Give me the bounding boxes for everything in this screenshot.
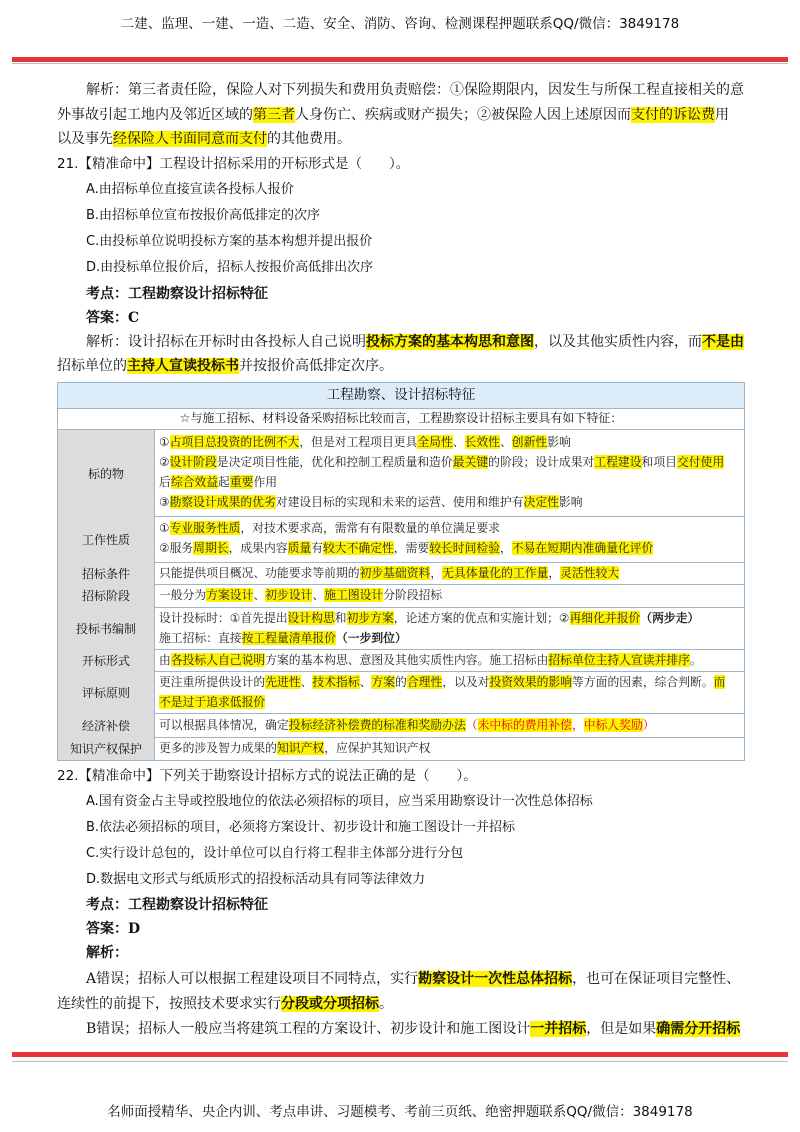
row-label: 投标书编制 xyxy=(57,607,155,649)
table-row-stages xyxy=(57,584,745,608)
q22-explanation-a-1: A错误；招标人可以根据工程建设项目不同特点，实行勘察设计一次性总体招标，也可在保证项目完整性、 xyxy=(86,971,741,987)
q21-option-b: B.由招标单位宣布按报价高低排定的次序 xyxy=(86,208,321,223)
table-row-subject xyxy=(57,430,745,517)
q22-explanation-b-1: B错误；招标人一般应当将建筑工程的方案设计、初步设计和施工图设计一并招标，但是如果确需分开招标 xyxy=(86,1021,741,1037)
row-content: 一般分为方案设计、初步设计、施工图设计分阶段招标 xyxy=(159,588,443,602)
q22-option-c: C.实行设计总包的，设计单位可以自行将工程非主体部分进行分包 xyxy=(86,846,464,861)
q22-kaodian: 考点：工程勘察设计招标特征 xyxy=(86,897,268,913)
header-gray-rule xyxy=(12,63,788,64)
row-label: 开标形式 xyxy=(57,649,155,671)
page-header: 二建、监理、一建、一造、二造、安全、消防、咨询、检测课程押题联系QQ/微信：3849178 xyxy=(120,16,680,32)
table-row-opening-form xyxy=(57,649,745,672)
row-label: 招标条件 xyxy=(57,562,155,584)
q21-option-a: A.由招标单位直接宣读各投标人报价 xyxy=(86,182,294,197)
table-subtitle: ☆与施工招标、材料设备采购招标比较而言，工程勘察设计招标主要具有如下特征： xyxy=(57,408,745,430)
table-row-compensation xyxy=(57,713,745,738)
footer-gray-rule xyxy=(12,1061,788,1062)
table-title: 工程勘察、设计招标特征 xyxy=(57,382,745,409)
row-content: ①占项目总投资的比例不大，但是对工程项目更具全局性、长效性、创新性影响 ②设计阶段是决定项目性能，优化和控制工程质量和造价最关键的阶段；设计成果对工程建设和项目交付使用 后综合效益起重要作用 ③勘察设计成果的优劣对建设目标的实现和未来的运营、使用和维护有决定性影响 xyxy=(159,435,725,509)
q21-answer: 答案：C xyxy=(86,310,140,326)
table-row-bid-preparation xyxy=(57,607,745,650)
footer-red-rule xyxy=(12,1052,788,1057)
row-content: 更多的涉及智力成果的知识产权，应保护其知识产权 xyxy=(159,741,431,755)
row-label: 招标阶段 xyxy=(57,584,155,607)
table-row-evaluation xyxy=(57,671,745,714)
intro-line-3: 以及事先经保险人书面同意而支付的其他费用。 xyxy=(57,131,351,147)
q22-option-a: A.国有资金占主导或控股地位的依法必须招标的项目，应当采用勘察设计一次性总体招标 xyxy=(86,794,593,809)
row-label: 工作性质 xyxy=(57,516,155,562)
q22-stem: 22.【精准命中】下列关于勘察设计招标方式的说法正确的是（ ）。 xyxy=(57,768,477,784)
page-footer: 名师面授精华、央企内训、考点串讲、习题模考、考前三页纸、绝密押题联系QQ/微信：3849178 xyxy=(107,1104,693,1120)
row-label: 经济补偿 xyxy=(57,713,155,737)
row-content: ①专业服务性质，对技术要求高，需常有有限数量的单位满足要求 ②服务周期长，成果内容质量有较大不确定性，需要较长时间检验，不易在短期内准确量化评价 xyxy=(159,521,654,555)
q22-option-b: B.依法必须招标的项目，必须将方案设计、初步设计和施工图设计一并招标 xyxy=(86,820,516,835)
feature-table xyxy=(57,382,745,764)
row-label: 评标原则 xyxy=(57,671,155,713)
intro-line-2: 外事故引起工地内及邻近区域的第三者人身伤亡、疾病或财产损失；②被保险人因上述原因而支付的诉讼费用 xyxy=(57,107,729,123)
q22-option-d: D.数据电文形式与纸质形式的招投标活动具有同等法律效力 xyxy=(86,872,426,887)
table-row-work-nature xyxy=(57,516,745,563)
q21-stem: 21.【精准命中】工程设计招标采用的开标形式是（ ）。 xyxy=(57,156,410,172)
q21-explanation-2: 招标单位的主持人宣读投标书并按报价高低排定次序。 xyxy=(57,358,393,374)
q21-kaodian: 考点：工程勘察设计招标特征 xyxy=(86,286,268,302)
row-content: 只能提供项目概况、功能要求等前期的初步基础资料，无具体量化的工作量，灵活性较大 xyxy=(159,566,620,580)
row-content: 由各投标人自己说明方案的基本构思、意图及其他实质性内容。施工招标由招标单位主持人宣读并排序。 xyxy=(159,653,702,667)
q21-option-d: D.由投标单位报价后，招标人按报价高低排出次序 xyxy=(86,260,374,275)
q21-option-c: C.由投标单位说明投标方案的基本构想并提出报价 xyxy=(86,234,373,249)
table-row-conditions xyxy=(57,562,745,585)
row-content: 可以根据具体情况，确定投标经济补偿费的标准和奖励办法（未中标的费用补偿，中标人奖励） xyxy=(159,718,655,732)
row-label: 知识产权保护 xyxy=(57,737,155,760)
q22-jiexi: 解析： xyxy=(86,945,128,961)
table-row-ip-protection xyxy=(57,737,745,761)
header-red-rule xyxy=(12,57,788,62)
row-content: 更注重所提供设计的先进性、技术指标、方案的合理性，以及对投资效果的影响等方面的因素，综合判断。而 不是过于追求低报价 xyxy=(159,675,726,709)
q22-explanation-a-2: 连续性的前提下，按照技术要求实行分段或分项招标。 xyxy=(57,996,393,1012)
row-label: 标的物 xyxy=(57,430,155,516)
intro-line-1: 解析：第三者责任险，保险人对下列损失和费用负责赔偿：①保险期限内，因发生与所保工程直接相关的意 xyxy=(86,82,744,98)
row-content: 设计投标时：①首先提出设计构思和初步方案，论述方案的优点和实施计划；②再细化并报价（两步走） 施工招标：直接按工程量清单报价（一步到位） xyxy=(159,611,700,645)
q21-explanation-1: 解析：设计招标在开标时由各投标人自己说明投标方案的基本构思和意图，以及其他实质性内容，而不是由 xyxy=(86,334,744,350)
q22-answer: 答案：D xyxy=(86,921,141,937)
